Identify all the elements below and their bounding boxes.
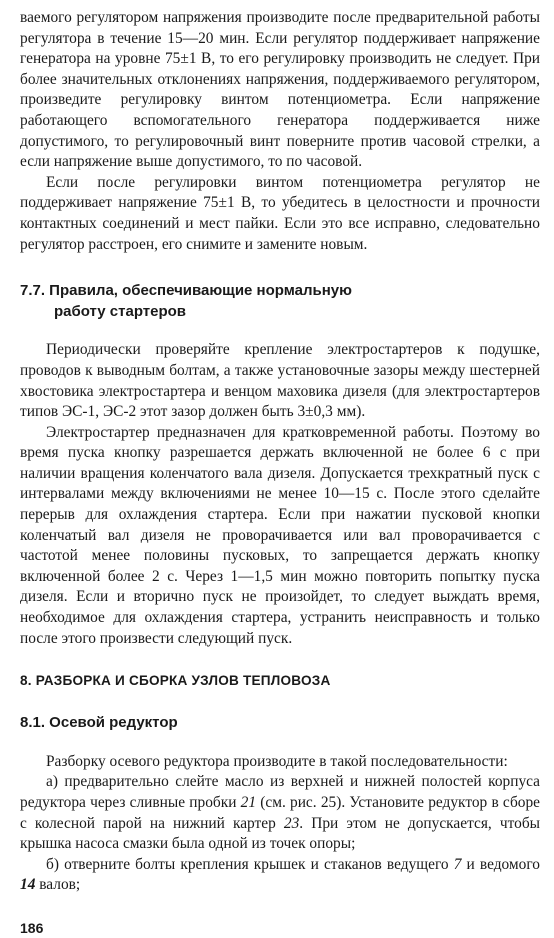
section-7-7-heading	[20, 281, 540, 322]
chapter-8-heading: 8. РАЗБОРКА И СБОРКА УЗЛОВ ТЕПЛОВОЗА	[20, 673, 331, 689]
section-7-7-heading-line-1: 7.7. Правила, обеспечивающие нормальную	[20, 282, 352, 300]
item-a-text-3: . При этом не допускается, чтобы крышка насоса смазки была одной из точек опоры;	[20, 814, 540, 853]
item-b-reference-14: 14	[20, 876, 36, 894]
item-b-reference-7: 7	[453, 855, 462, 873]
section-8-1-paragraph-1: Разборку осевого редуктора производите в такой последовательности:	[46, 752, 508, 770]
section-7-7-paragraph-2: Электростартер предназначен для кратковременной работы. Поэтому во время пуска кнопку разрешается держать включенной не более 6 с при наличии вращения коленчатого вала дизеля. Допускается трехкратный пуск с интервалами между включениями не менее 10—15 с. После этого сделайте перерыв для охлаждения стартера. Если при нажатии пусковой кнопки коленчатый вал дизеля не проворачивается или вал проворачивается с частотой менее половины пусковых, то запрещается держать кнопку включенной более 2 с. Через 1—1,5 мин можно повторить попытку пуска дизеля. Если и вторично пуск не произойдет, то следует выждать время, необходимое для охлаждения стартера, устранить неисправность и только после этого произвести следующий пуск.	[20, 423, 540, 647]
page-number: 186	[20, 919, 44, 936]
item-a-text-2: (см. рис. 25). Установите редуктор в сборе с колесной парой на нижний картер	[20, 794, 540, 832]
item-a-reference-23: 23	[283, 814, 300, 832]
book-page	[20, 8, 540, 938]
section-7-7-paragraph-1: Периодически проверяйте крепление электростартеров к подушке, проводов к выводным болтам, а также установочные зазоры между шестерней хвостовика электростартера и венцом маховика дизеля (для электростартеров типов ЭС-1, ЭС-2 этот зазор должен быть 3±0,3 мм).	[20, 341, 540, 421]
item-b-text-3: валов;	[35, 876, 81, 894]
section-7-7-heading-line-2: работу стартеров	[54, 302, 187, 320]
section-7-6-paragraph-continued: ваемого регулятором напряжения производите после предварительной работы регулятора в течение 15—20 мин. Если регулятор поддерживает напряжение генератора на уровне 75±1 В, то его регулировку производить не следует. При более значительных отклонениях напряжения, поддерживаемого регулятором, произведите регулировку винтом потенциометра. Если напряжение работающего вспомогательного генератора поддерживается ниже допустимого, то регулировочный винт поверните против часовой стрелки, а если напряжение выше допустимого, то по часовой.	[20, 9, 540, 171]
item-a-reference-21: 21	[240, 794, 257, 811]
section-8-1-list-item-a	[20, 772, 540, 854]
item-a-text-1: а) предварительно слейте масло из верхней и нижней полостей корпуса редуктора через сливные пробки	[20, 773, 540, 811]
item-b-text-2: и ведомого	[461, 855, 540, 873]
section-8-1-heading: 8.1. Осевой редуктор	[20, 714, 178, 732]
section-7-6-paragraph-2: Если после регулировки винтом потенциометра регулятор не поддерживает напряжение 75±1 В, то убедитесь в целостности и прочности контактных соединений и мест пайки. Если это все исправно, следовательно регулятор расстроен, его снимите и замените новым.	[20, 173, 540, 253]
item-b-text-1: б) отверните болты крепления крышек и стаканов ведущего	[46, 855, 454, 873]
section-8-1-list-item-b	[20, 855, 540, 896]
